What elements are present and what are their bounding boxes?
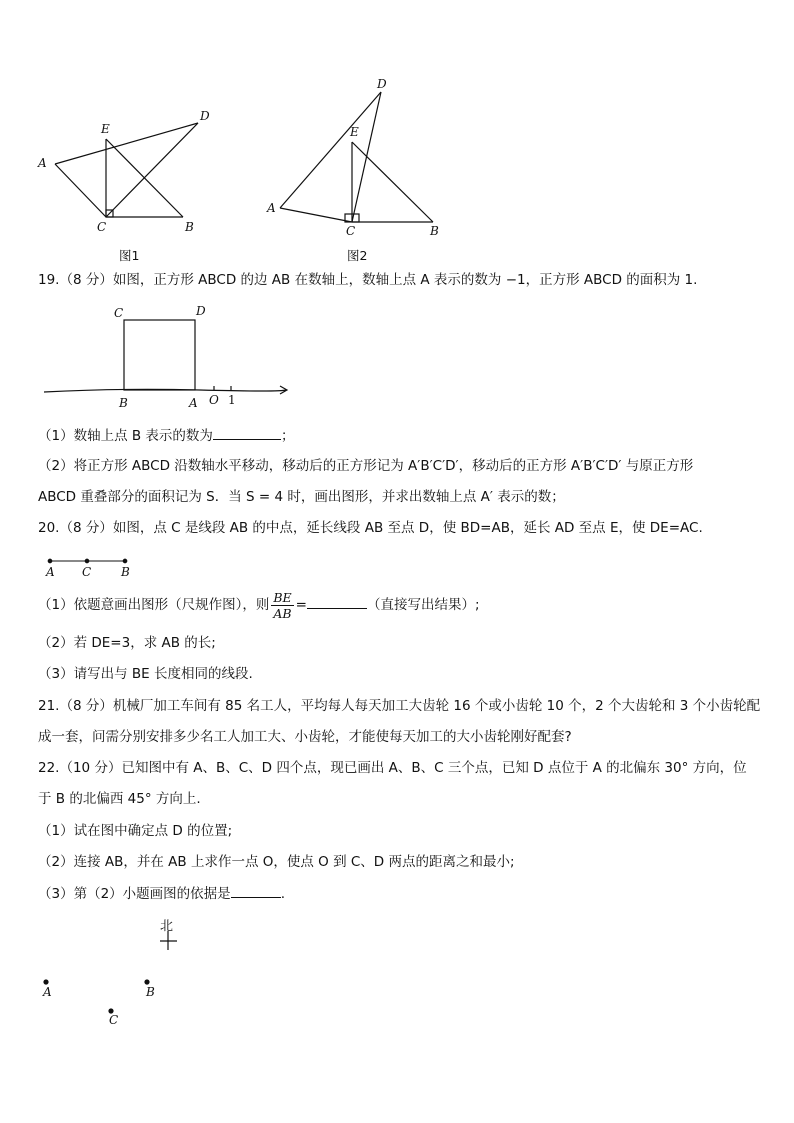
figure-1 (55, 123, 198, 217)
q21-line1: 21.（8 分）机械厂加工车间有 85 名工人，平均每人每天加工大齿轮 16 个或小齿轮 10 个，2 个大齿轮和 3 个小齿轮配 (38, 698, 761, 714)
point-b-dot (145, 980, 149, 984)
q19-part2-line2: ABCD 重叠部分的面积记为 S．当 S = 4 时，画出图形，并求出数轴上点 A′ 表示的数； (38, 489, 565, 505)
q20-frac-numerator: BE (273, 589, 292, 605)
fig2-label-b: B (430, 224, 439, 238)
q22-line2: 于 B 的北偏西 45° 方向上. (38, 791, 201, 807)
q19-part2-line1: （2）将正方形 ABCD 沿数轴水平移动，移动后的正方形记为 A′B′C′D′，移动后的正方形 A′B′C′D′ 与原正方形 (38, 458, 694, 474)
q20-part1-post: （直接写出结果）; (366, 597, 480, 613)
point-b (123, 559, 127, 563)
q22-label-a: A (43, 985, 52, 999)
q19-part1 (38, 425, 294, 446)
q20-part1-eq: = (295, 597, 307, 613)
q20-part2: （2）若 DE=3，求 AB 的长; (38, 635, 216, 651)
q19-stem: 19.（8 分）如图，正方形 ABCD 的边 AB 在数轴上，数轴上点 A 表示的数为 −1，正方形 ABCD 的面积为 1. (38, 272, 698, 288)
point-a-dot (44, 980, 48, 984)
square-abcd (124, 320, 195, 390)
q19-label-b: B (119, 396, 128, 410)
q19-figure (44, 320, 287, 394)
q20-part3: （3）请写出与 BE 长度相同的线段. (38, 666, 253, 682)
q20-stem: 20.（8 分）如图，点 C 是线段 AB 的中点，延长线段 AB 至点 D，使 BD=AB，延长 AD 至点 E，使 DE=AC. (38, 520, 703, 536)
fig1-segment-cd (106, 123, 198, 217)
q22-label-c: C (109, 1013, 119, 1027)
q22-line1: 22.（10 分）已知图中有 A、B、C、D 四个点，现已画出 A、B、C 三个点，已知 D 点位于 A 的北偏东 30° 方向，位 (38, 760, 747, 776)
q19-part1-blank[interactable] (213, 425, 281, 440)
q22-north-label: 北 (160, 919, 174, 934)
q19-label-d: D (196, 304, 206, 318)
q20-fraction (271, 590, 293, 621)
q22-label-b: B (146, 985, 155, 999)
fig2-segment-ac (280, 208, 352, 222)
fig1-label-d: D (200, 109, 210, 123)
q20-label-b: B (121, 565, 130, 579)
fig1-label-a: A (38, 156, 47, 170)
q19-label-c: C (114, 306, 124, 320)
q22-part2: （2）连接 AB，并在 AB 上求作一点 O，使点 O 到 C、D 两点的距离之和最小; (38, 854, 515, 870)
fig2-caption: 图2 (347, 248, 368, 263)
q19-part1-text: （1）数轴上点 B 表示的数为 (38, 428, 213, 444)
q19-label-one: 1 (228, 393, 236, 407)
fig2-label-a: A (267, 201, 276, 215)
q20-part1 (38, 586, 480, 624)
q20-part1-blank[interactable] (307, 594, 367, 609)
q22-part3-blank[interactable] (231, 883, 281, 898)
q22-figure (44, 931, 177, 1013)
q22-part3-post: . (280, 886, 285, 902)
point-a (48, 559, 52, 563)
fig2-label-d: D (377, 77, 387, 91)
fig2-label-c: C (346, 224, 356, 238)
q20-frac-denominator: AB (273, 605, 292, 621)
q20-label-a: A (46, 565, 55, 579)
q19-label-a: A (189, 396, 198, 410)
fig1-caption: 图1 (119, 248, 140, 263)
fig2-segment-ad (280, 92, 381, 208)
q19-part1-end: ； (280, 428, 295, 444)
q20-figure (48, 559, 127, 563)
point-c (85, 559, 89, 563)
fig2-segment-eb (352, 142, 433, 222)
q20-part1-pre: （1）依题意画出图形（尺规作图），则 (38, 597, 270, 613)
number-line (44, 389, 286, 392)
fig1-label-b: B (185, 220, 194, 234)
q20-label-c: C (82, 565, 92, 579)
q21-line2: 成一套，问需分别安排多少名工人加工大、小齿轮，才能使每天加工的大小齿轮刚好配套? (38, 729, 572, 745)
q19-label-o: O (209, 393, 219, 407)
fig2-label-e: E (350, 125, 359, 139)
figure-2 (280, 92, 433, 222)
fig1-segment-ad (55, 123, 198, 164)
fig1-label-c: C (97, 220, 107, 234)
fig1-segment-ac (55, 164, 106, 217)
q22-part3 (38, 883, 285, 904)
fig1-label-e: E (101, 122, 110, 136)
q22-part1: （1）试在图中确定点 D 的位置; (38, 823, 233, 839)
q22-part3-pre: （3）第（2）小题画图的依据是 (38, 886, 231, 902)
